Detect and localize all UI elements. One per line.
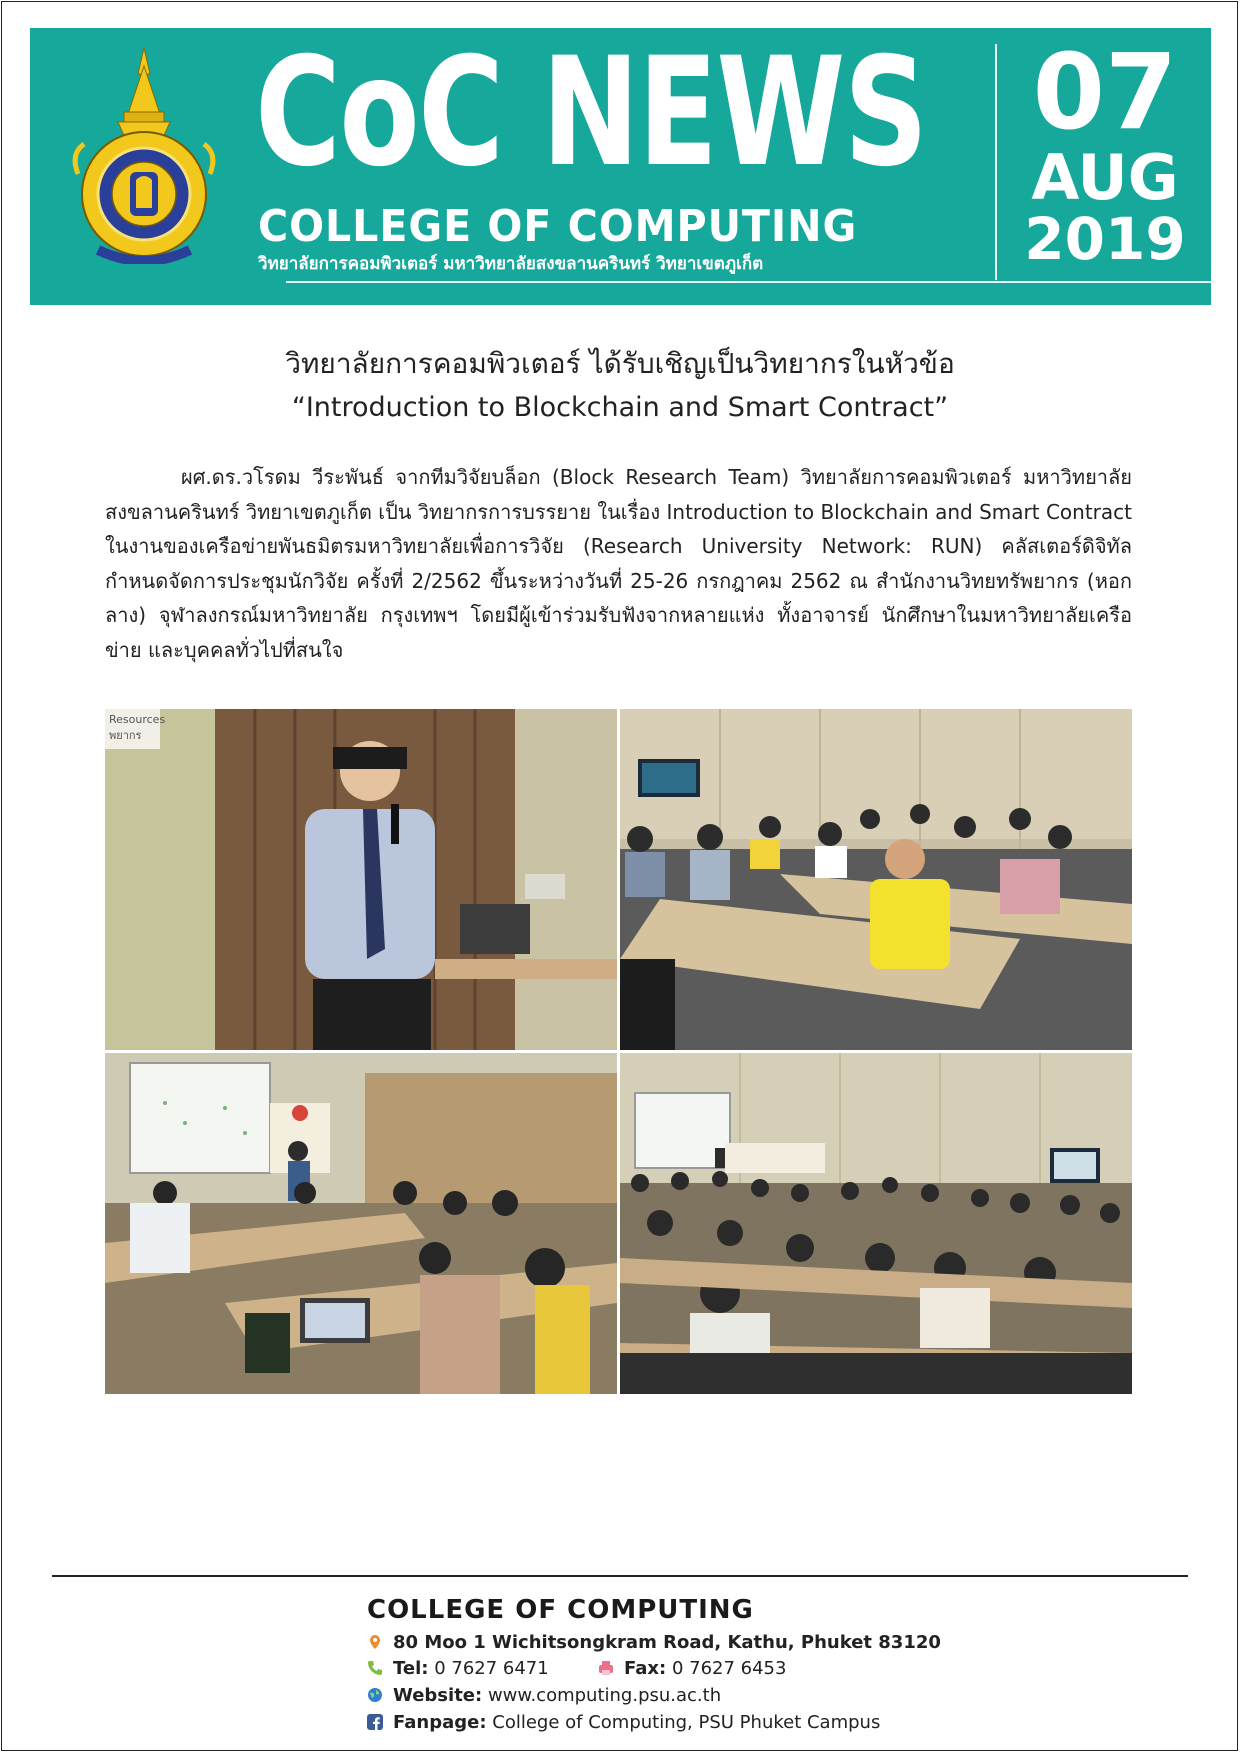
banner-divider-right bbox=[1024, 281, 1214, 283]
location-pin-icon bbox=[367, 1634, 383, 1650]
article-body: ผศ.ดร.วโรดม วีระพันธ์ จากทีมวิจัยบล็อก (Block Research Team) วิทยาลัยการคอมพิวเตอร์ มหาวิทยาลัยสงขลานครินทร์ วิทยาเขตภูเก็ต เป็น วิทยากรการบรรยาย ในเรื่อง Introduction to Blockchain and Smart Contract ในงานของเครือข่ายพันธมิตรมหาวิทยาลัยเพื่อการวิจัย (Research University Network: RUN) คลัสเตอร์ดิจิทัล กำหนดจัดการประชุมนักวิจัย ครั้งที่ 2/2562 ขึ้นระหว่างวันที่ 25-26 กรกฎาคม 2562 ณ สำนักงานวิทยทรัพยากร (หอกลาง) จุฬาลงกรณ์มหาวิทยาลัย กรุงเทพฯ โดยมีผู้เข้าร่วมรับฟังจากหลายแห่ง ทั้งอาจารย์ นักศึกษาในมหาวิทยาลัยเครือข่าย และบุคคลทั่วไปที่สนใจ bbox=[105, 465, 1132, 662]
headline-thai: วิทยาลัยการคอมพิวเตอร์ ได้รับเชิญเป็นวิทยากรในหัวข้อ bbox=[285, 347, 955, 380]
article-headline bbox=[100, 342, 1140, 430]
psu-emblem-icon bbox=[58, 44, 230, 264]
footer-tel-row bbox=[367, 1657, 549, 1681]
tel-number: 0 7627 6471 bbox=[434, 1658, 549, 1679]
footer-fax-row bbox=[598, 1657, 786, 1681]
footer-fanpage-row bbox=[367, 1711, 880, 1735]
photo-audience-closeup bbox=[620, 709, 1132, 1050]
fax-icon bbox=[598, 1660, 614, 1676]
photo-room-wide bbox=[620, 1053, 1132, 1394]
fanpage-label: Fanpage: bbox=[393, 1712, 487, 1733]
issue-day: 07 bbox=[1032, 31, 1178, 153]
photo-speaker bbox=[105, 709, 617, 1050]
header-banner bbox=[30, 28, 1211, 305]
issue-month: AUG bbox=[1031, 141, 1179, 214]
footer-address-row bbox=[367, 1631, 941, 1655]
website-url[interactable]: www.computing.psu.ac.th bbox=[487, 1685, 722, 1706]
fax-number: 0 7627 6453 bbox=[671, 1658, 787, 1679]
masthead-title: CoC NEWS bbox=[255, 26, 927, 200]
photo-sign-text-2: พยากร bbox=[109, 729, 142, 742]
tel-label: Tel: bbox=[393, 1658, 429, 1679]
photo-sign-text: Resources bbox=[109, 713, 166, 726]
college-name: COLLEGE OF COMPUTING bbox=[258, 201, 858, 252]
headline-english: “Introduction to Blockchain and Smart Contract” bbox=[291, 392, 949, 423]
footer-title: COLLEGE OF COMPUTING bbox=[367, 1595, 754, 1625]
footer-website-row bbox=[367, 1684, 721, 1708]
banner-vertical-divider bbox=[995, 44, 997, 280]
banner-divider bbox=[286, 281, 1034, 283]
photo-grid bbox=[105, 709, 1132, 1394]
facebook-icon bbox=[367, 1714, 383, 1730]
phone-icon bbox=[367, 1660, 383, 1676]
footer-address: 80 Moo 1 Wichitsongkram Road, Kathu, Phuket 83120 bbox=[393, 1632, 941, 1653]
thai-subtitle: วิทยาลัยการคอมพิวเตอร์ มหาวิทยาลัยสงขลานครินทร์ วิทยาเขตภูเก็ต bbox=[258, 254, 764, 274]
photo-room-presentation bbox=[105, 1053, 617, 1394]
fanpage-name[interactable]: College of Computing, PSU Phuket Campus bbox=[492, 1712, 881, 1733]
fax-label: Fax: bbox=[624, 1658, 667, 1679]
globe-icon bbox=[367, 1687, 383, 1703]
footer-divider bbox=[52, 1575, 1188, 1577]
website-label: Website: bbox=[393, 1685, 483, 1706]
issue-year: 2019 bbox=[1024, 205, 1186, 273]
